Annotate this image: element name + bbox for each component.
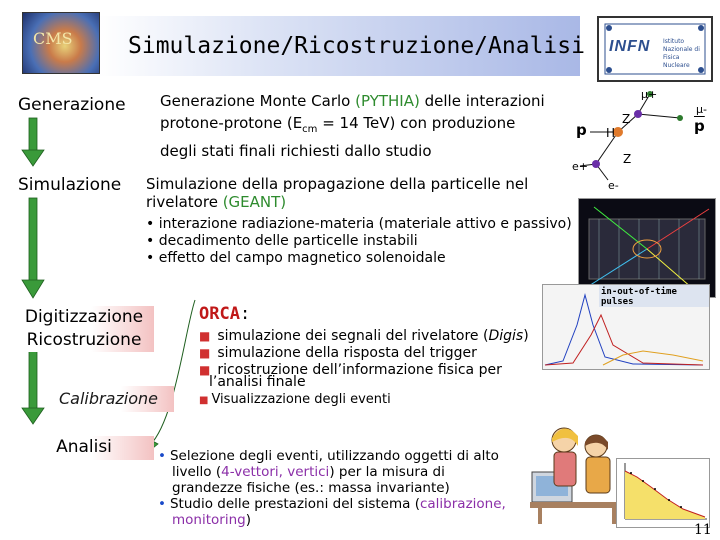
simulazione-bullets xyxy=(146,216,576,267)
sim-bullet: • effetto del campo magnetico solenoidale xyxy=(146,250,446,266)
orca-item-cont: l’analisi finale xyxy=(209,374,306,390)
orca-list xyxy=(199,328,544,409)
arrow-analisi-return-icon xyxy=(147,300,195,452)
orca-title: ORCA: xyxy=(199,304,251,324)
people-at-computer-image xyxy=(530,412,624,524)
gen-line3: degli stati finali richiesti dallo studio xyxy=(160,142,432,160)
arrow-sim-digi-icon xyxy=(22,198,44,298)
pulses-plot-label: in-out-of-time pulses xyxy=(601,287,677,307)
pulses-plot-image xyxy=(542,284,710,370)
orca-item: ■ simulazione dei segnali del rivelatore (Digis) xyxy=(199,328,529,344)
generazione-description xyxy=(160,92,580,160)
gen-tool-pythia: (PYTHIA) xyxy=(355,92,420,110)
diagram-p-left: p xyxy=(576,121,587,139)
page-number: 11 xyxy=(694,522,712,538)
sim-line2-pre: rivelatore xyxy=(146,193,223,211)
diagram-mu-plus: μ+ xyxy=(641,88,658,101)
stage-calibrazione: Calibrazione xyxy=(59,389,159,408)
infn-logo-subtext: Istituto Nazionale di Fisica Nucleare xyxy=(663,38,700,69)
diagram-p-right: $\overline{p}$ xyxy=(694,117,705,135)
diagram-z-top: Z xyxy=(622,112,631,126)
calibrazione-box xyxy=(56,386,174,412)
page-title: Simulazione/Ricostruzione/Analisi xyxy=(128,33,585,59)
sim-bullet: • decadimento delle particelle instabili xyxy=(146,233,418,249)
stage-generazione: Generazione xyxy=(18,95,126,115)
gen-text-post: delle interazioni xyxy=(419,92,545,110)
simulazione-description xyxy=(146,175,576,211)
gen-text-pre: Generazione Monte Carlo xyxy=(160,92,356,110)
stage-digi-ricostruzione-box xyxy=(14,306,154,352)
orca-item: ■ Visualizzazione degli eventi xyxy=(199,392,391,407)
gen-line2-sub: cm xyxy=(302,124,318,135)
event-display-icon xyxy=(579,199,715,297)
sim-line1: Simulazione della propagazione della particelle nel xyxy=(146,175,529,193)
orca-item: ■ simulazione della risposta del trigger xyxy=(199,345,477,361)
diagram-e-plus: e+ xyxy=(572,160,588,173)
analisi-description: • Selezione degli eventi, utilizzando oggetti di alto livello (4-vettori, vertici) per la misura di grandezze fisiche (es.: massa invariante) • Studio delle prestazioni del sistema (calibrazione, monitoring) xyxy=(158,448,506,528)
orca-item: ■ ricostruzione dell’informazione fisica per xyxy=(199,362,502,378)
people-at-computer-icon xyxy=(530,412,624,524)
invariant-mass-plot-image xyxy=(616,458,710,528)
higgs-decay-diagram xyxy=(560,84,720,194)
stage-digitizzazione: Digitizzazione xyxy=(24,307,144,327)
arrow-digi-analisi-icon xyxy=(22,350,44,424)
stage-ricostruzione: Ricostruzione xyxy=(26,330,142,350)
gen-line2-post: = 14 TeV) con produzione xyxy=(317,114,516,132)
stage-analisi-box xyxy=(14,436,154,460)
gen-line2-pre: protone-protone (E xyxy=(160,114,303,132)
infn-logo-text: INFN xyxy=(609,38,651,55)
diagram-higgs: H xyxy=(606,126,616,140)
diagram-e-minus: e- xyxy=(608,179,619,192)
stage-simulazione: Simulazione xyxy=(18,175,122,195)
cms-logo-text: CMS xyxy=(33,29,73,48)
stage-analisi: Analisi xyxy=(56,437,112,457)
invariant-mass-plot-icon xyxy=(617,459,709,527)
diagram-z-bottom: Z xyxy=(623,152,632,166)
sim-tool-geant: (GEANT) xyxy=(222,193,287,211)
sim-bullet: • interazione radiazione-materia (materiale attivo e passivo) xyxy=(146,216,572,232)
event-display-image xyxy=(578,198,716,298)
diagram-mu-minus: μ- xyxy=(696,103,707,116)
arrow-gen-sim-icon xyxy=(22,118,44,166)
